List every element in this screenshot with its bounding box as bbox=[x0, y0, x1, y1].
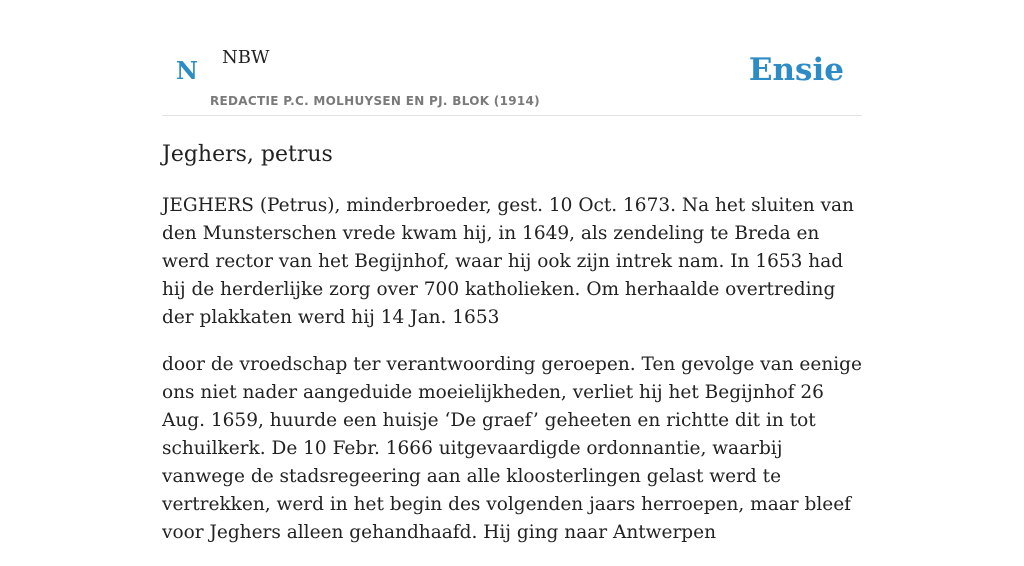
source-logo: N bbox=[176, 56, 198, 85]
article-title: Jeghers, petrus bbox=[162, 142, 333, 167]
article-body bbox=[162, 192, 862, 566]
article-page bbox=[162, 0, 862, 543]
site-header bbox=[162, 0, 862, 116]
brand-logo-link[interactable]: Ensie bbox=[748, 52, 844, 88]
article-paragraph: door de vroedschap ter verantwoording geroepen. Ten gevolge van eenige ons niet nader aangeduide moeielijkheden, verliet hij het Begijnhof 26 Aug. 1659, huurde een huisje ‘De graef’ geheeten en richtte dit in tot schuilkerk. De 10 Febr. 1666 uitgevaardigde ordonnantie, waarbij vanwege de stadsregeering aan alle kloosterlingen gelast werd te vertrekken, werd in het begin des volgenden jaars herroepen, maar bleef voor Jeghers alleen gehandhaafd. Hij ging naar Antwerpen bbox=[162, 354, 862, 543]
article-paragraph: JEGHERS (Petrus), minderbroeder, gest. 10 Oct. 1673. Na het sluiten van den Munsterschen vrede kwam hij, in 1649, als zendeling te Breda en werd rector van het Begijnhof, waar hij ook zijn intrek nam. In 1653 had hij de herderlijke zorg over 700 katholieken. Om herhaalde overtreding der plakkaten werd hij 14 Jan. 1653 bbox=[162, 195, 854, 328]
source-editors: REDACTIE P.C. MOLHUYSEN EN PJ. BLOK (1914) bbox=[210, 94, 540, 108]
source-name: NBW bbox=[222, 47, 270, 68]
